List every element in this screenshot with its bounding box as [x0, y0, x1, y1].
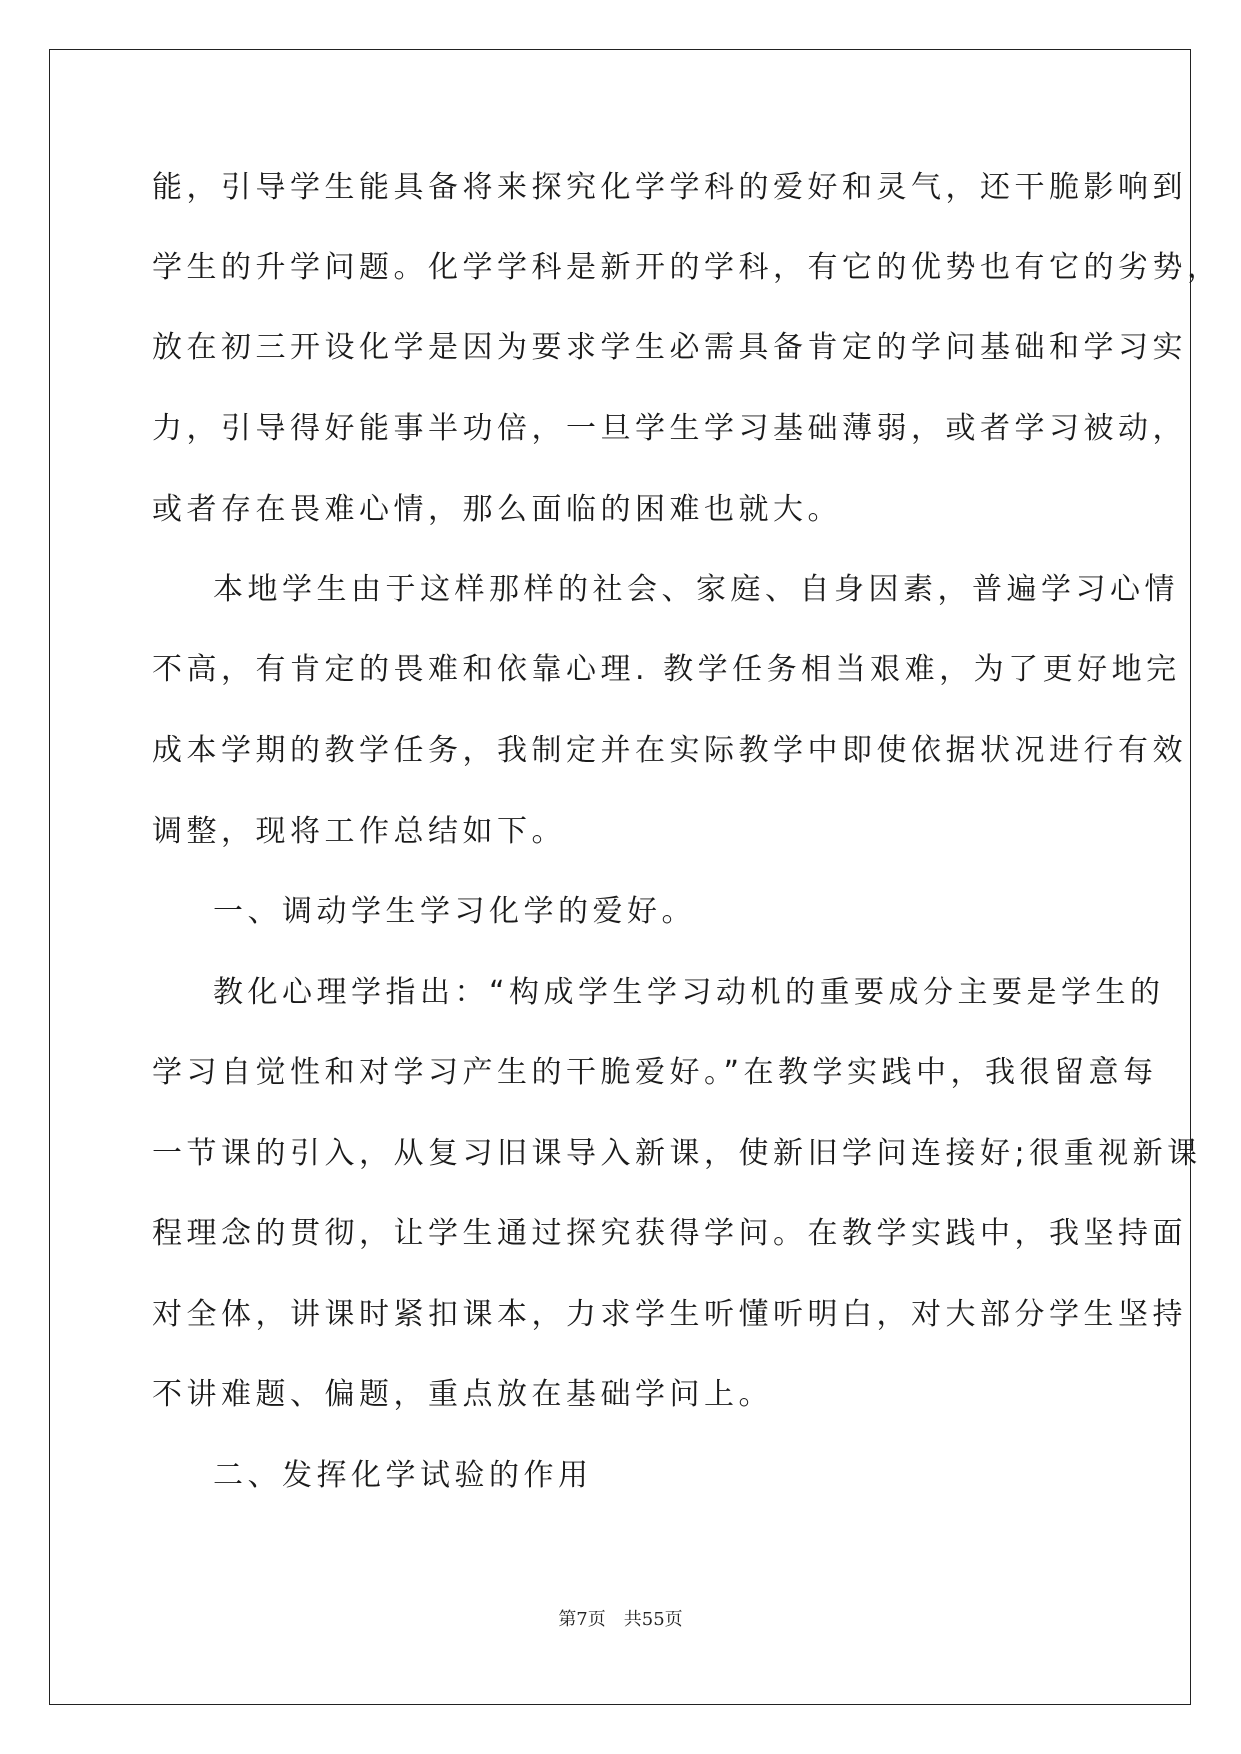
- paragraph-line: 程理念的贯彻，让学生通过探究获得学问。在教学实践中，我坚持面: [152, 1216, 1187, 1251]
- page-footer: [0, 1608, 1241, 1632]
- paragraph-line: 教化心理学指出：“构成学生学习动机的重要成分主要是学生的: [213, 975, 1165, 1010]
- paragraph-line: 不讲难题、偏题，重点放在基础学问上。: [152, 1377, 773, 1412]
- paragraph-line: 不高，有肯定的畏难和依靠心理. 教学任务相当艰难，为了更好地完: [152, 652, 1181, 687]
- section-heading: 二、发挥化学试验的作用: [213, 1458, 593, 1493]
- paragraph-line: 力，引导得好能事半功倍，一旦学生学习基础薄弱，或者学习被动，: [152, 411, 1187, 446]
- section-heading: 一、调动学生学习化学的爱好。: [213, 894, 696, 929]
- paragraph-line: 能，引导学生能具备将来探究化学学科的爱好和灵气，还干脆影响到: [152, 170, 1187, 205]
- paragraph-line: 或者存在畏难心情，那么面临的困难也就大。: [152, 492, 842, 527]
- paragraph-line: 学习自觉性和对学习产生的干脆爱好。”在教学实践中，我很留意每: [152, 1055, 1158, 1090]
- paragraph-line: 放在初三开设化学是因为要求学生必需具备肯定的学问基础和学习实: [152, 330, 1187, 365]
- paragraph-line: 一节课的引入，从复习旧课导入新课，使新旧学问连接好;很重视新课: [152, 1136, 1202, 1171]
- paragraph-line: 调整，现将工作总结如下。: [152, 814, 566, 849]
- paragraph-line: 本地学生由于这样那样的社会、家庭、自身因素，普遍学习心情: [213, 572, 1179, 607]
- paragraph-line: 成本学期的教学任务，我制定并在实际教学中即使依据状况进行有效: [152, 733, 1187, 768]
- page-number: 第7页: [558, 1609, 606, 1630]
- total-pages: 共55页: [623, 1609, 683, 1630]
- paragraph-line: 对全体，讲课时紧扣课本，力求学生听懂听明白，对大部分学生坚持: [152, 1297, 1187, 1332]
- paragraph-line: 学生的升学问题。化学学科是新开的学科，有它的优势也有它的劣势，: [152, 250, 1222, 285]
